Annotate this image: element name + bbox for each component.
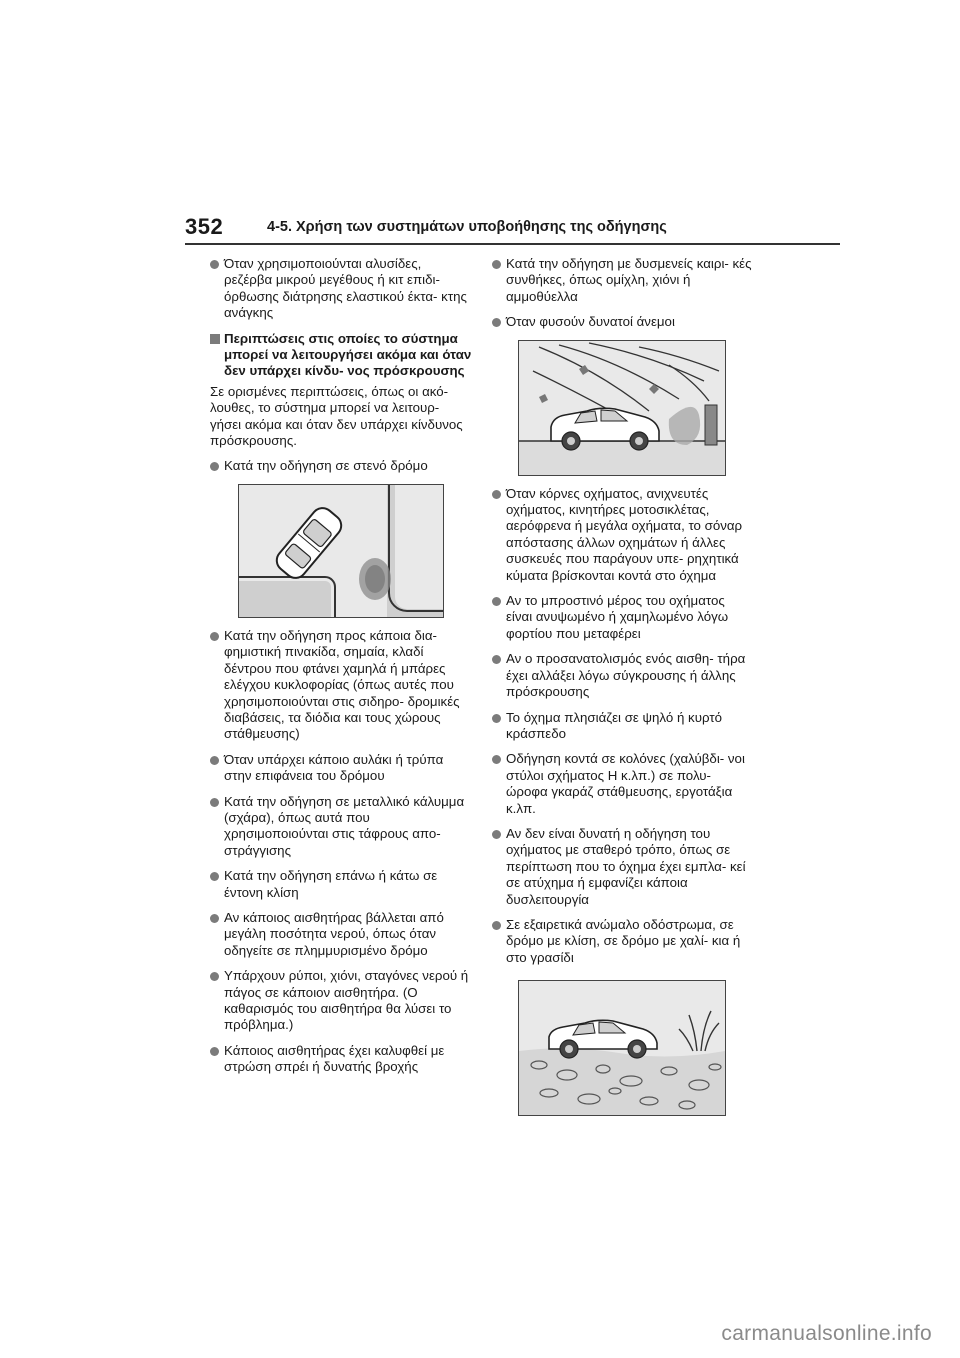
list-item-text: Υπάρχουν ρύποι, χιόνι, σταγόνες νερού ή πάγος σε κάποιον αισθητήρα. (Ο καθαρισμός του αισθητήρα θα λύσει το πρόβλημα.) bbox=[224, 968, 469, 1033]
bullet-dot-icon bbox=[492, 490, 501, 499]
list-item-text: Όταν κόρνες οχήματος, ανιχνευτές οχήματος, κινητήρες μοτοσικλέτας, αερόφρενα ή μεγάλα οχήματα, το σόναρ απόστασης άλλων οχημάτων ή άλλες συσκευές που παράγουν υπε- ρηχητικά κύματα βρίσκονται κοντά στο όχημα bbox=[506, 485, 743, 583]
list-item bbox=[210, 794, 472, 860]
list-item-text: Κατά την οδήγηση επάνω ή κάτω σε έντονη κλίση bbox=[224, 868, 438, 900]
list-item-text: Οδήγηση κοντά σε κολόνες (χαλύβδι- νοι στύλοι σχήματος Η κ.λπ.) σε πολυ- ώροφα γκαράζ στάθμευσης, εργοτάξια κ.λπ. bbox=[506, 751, 745, 816]
narrow-road-illustration bbox=[238, 484, 444, 618]
list-item bbox=[210, 628, 472, 743]
list-item-text: Κάποιος αισθητήρας έχει καλυφθεί με στρώση σπρέι ή δυνατής βροχής bbox=[224, 1042, 445, 1075]
bullet-dot-icon bbox=[492, 655, 501, 664]
bullet-dot-icon bbox=[210, 914, 219, 923]
watermark: carmanualsonline.info bbox=[721, 1322, 932, 1345]
intro-paragraph: Σε ορισμένες περιπτώσεις, όπως οι ακό- λουθες, το σύστημα μπορεί να λειτουρ- γήσει ακόμα και όταν δεν υπάρχει κίνδυνος πρόσκρουσης. bbox=[210, 383, 463, 449]
list-item bbox=[210, 910, 472, 959]
bullet-dot-icon bbox=[210, 1047, 219, 1056]
bullet-dot-icon bbox=[210, 260, 219, 269]
list-item-text: Κατά την οδήγηση προς κάποια δια- φημιστική πινακίδα, σημαία, κλαδί δέντρου που φτάνει χαμηλά ή μπάρες ελέγχου κυκλοφορίας (όπως αυτές που χρησιμοποιούνται στις σιδηρο- δρομικές διαβάσεις, τα διόδια και τους χώρους στάθμευσης) bbox=[224, 627, 460, 742]
list-item bbox=[492, 651, 754, 700]
page-number: 352 bbox=[185, 214, 224, 239]
left-column bbox=[210, 256, 472, 1085]
page-header bbox=[185, 212, 840, 246]
list-item-text: Αν κάποιος αισθητήρας βάλλεται από μεγάλη ποσότητα νερού, όπως όταν οδηγείτε σε πλημμυρισμένο δρόμο bbox=[224, 909, 444, 958]
square-bullet-icon bbox=[210, 334, 220, 344]
list-item bbox=[210, 968, 472, 1034]
bullet-dot-icon bbox=[210, 462, 219, 471]
list-item-text: Σε εξαιρετικά ανώμαλο οδόστρωμα, σε δρόμο με κλίση, σε δρόμο με χαλί- κια ή στο γρασίδι bbox=[506, 916, 741, 965]
list-item-text: Κατά την οδήγηση με δυσμενείς καιρι- κές συνθήκες, όπως ομίχλη, χιόνι ή αμμοθύελλα bbox=[506, 256, 752, 304]
list-item-text: Όταν υπάρχει κάποιο αυλάκι ή τρύπα στην επιφάνεια του δρόμου bbox=[224, 751, 444, 784]
list-item-text: Κατά την οδήγηση σε στενό δρόμο bbox=[224, 458, 428, 474]
bullet-dot-icon bbox=[492, 597, 501, 606]
section-title: 4-5. Χρήση των συστημάτων υποβοήθησης της οδήγησης bbox=[267, 219, 667, 235]
bullet-dot-icon bbox=[210, 632, 219, 641]
list-item-text: Όταν χρησιμοποιούνται αλυσίδες, ρεζέρβα μικρού μεγέθους ή κιτ επιδι- όρθωσης διάτρησης ελαστικού έκτα- κτης ανάγκης bbox=[224, 256, 467, 321]
list-item-text: Αν ο προσανατολισμός ενός αισθη- τήρα έχει αλλάξει λόγω σύγκρουσης ή άλλης πρόσκρουσης bbox=[506, 651, 746, 700]
list-item-text: Το όχημα πλησιάζει σε ψηλό ή κυρτό κράσπεδο bbox=[506, 709, 722, 741]
list-item bbox=[210, 868, 472, 901]
rough-road-illustration bbox=[518, 980, 726, 1116]
list-item bbox=[210, 752, 472, 785]
list-item bbox=[492, 710, 754, 743]
list-item bbox=[492, 314, 754, 330]
list-item bbox=[492, 593, 754, 642]
bullet-dot-icon bbox=[210, 972, 219, 981]
list-item bbox=[492, 486, 754, 584]
list-item-text: Όταν φυσούν δυνατοί άνεμοι bbox=[506, 314, 675, 330]
list-item-text: Αν το μπροστινό μέρος του οχήματος είναι ανυψωμένο ή χαμηλωμένο λόγω φορτίου που μεταφέρει bbox=[506, 593, 729, 641]
right-column bbox=[492, 256, 754, 1126]
list-item bbox=[492, 256, 754, 305]
bullet-dot-icon bbox=[492, 921, 501, 930]
section-heading-text: Περιπτώσεις στις οποίες το σύστημα μπορεί να λειτουργήσει ακόμα και όταν δεν υπάρχει κίνδυ- νος πρόσκρουσης bbox=[224, 330, 472, 379]
list-item-text: Κατά την οδήγηση σε μεταλλικό κάλυμμα (σχάρα), όπως αυτά που χρησιμοποιούνται στις τάφρους απο- στράγγισης bbox=[224, 793, 465, 858]
list-item bbox=[210, 256, 472, 322]
strong-wind-illustration bbox=[518, 340, 726, 476]
list-item bbox=[210, 458, 472, 474]
bullet-dot-icon bbox=[492, 714, 501, 723]
bullet-dot-icon bbox=[492, 260, 501, 269]
list-item bbox=[492, 751, 754, 817]
bullet-dot-icon bbox=[492, 830, 501, 839]
bullet-dot-icon bbox=[492, 318, 501, 327]
bullet-dot-icon bbox=[210, 798, 219, 807]
list-item-text: Αν δεν είναι δυνατή η οδήγηση του οχήματος με σταθερό τρόπο, όπως σε περίπτωση που το όχημα έχει εμπλα- κεί σε ατύχημα ή εμφανίζει κάποια δυσλειτουργία bbox=[506, 825, 746, 907]
list-item bbox=[210, 1043, 472, 1076]
bullet-dot-icon bbox=[492, 755, 501, 764]
bullet-dot-icon bbox=[210, 872, 219, 881]
list-item bbox=[492, 826, 754, 908]
header-rule bbox=[185, 243, 840, 245]
list-item bbox=[492, 917, 754, 966]
section-heading bbox=[210, 331, 472, 380]
bullet-dot-icon bbox=[210, 756, 219, 765]
